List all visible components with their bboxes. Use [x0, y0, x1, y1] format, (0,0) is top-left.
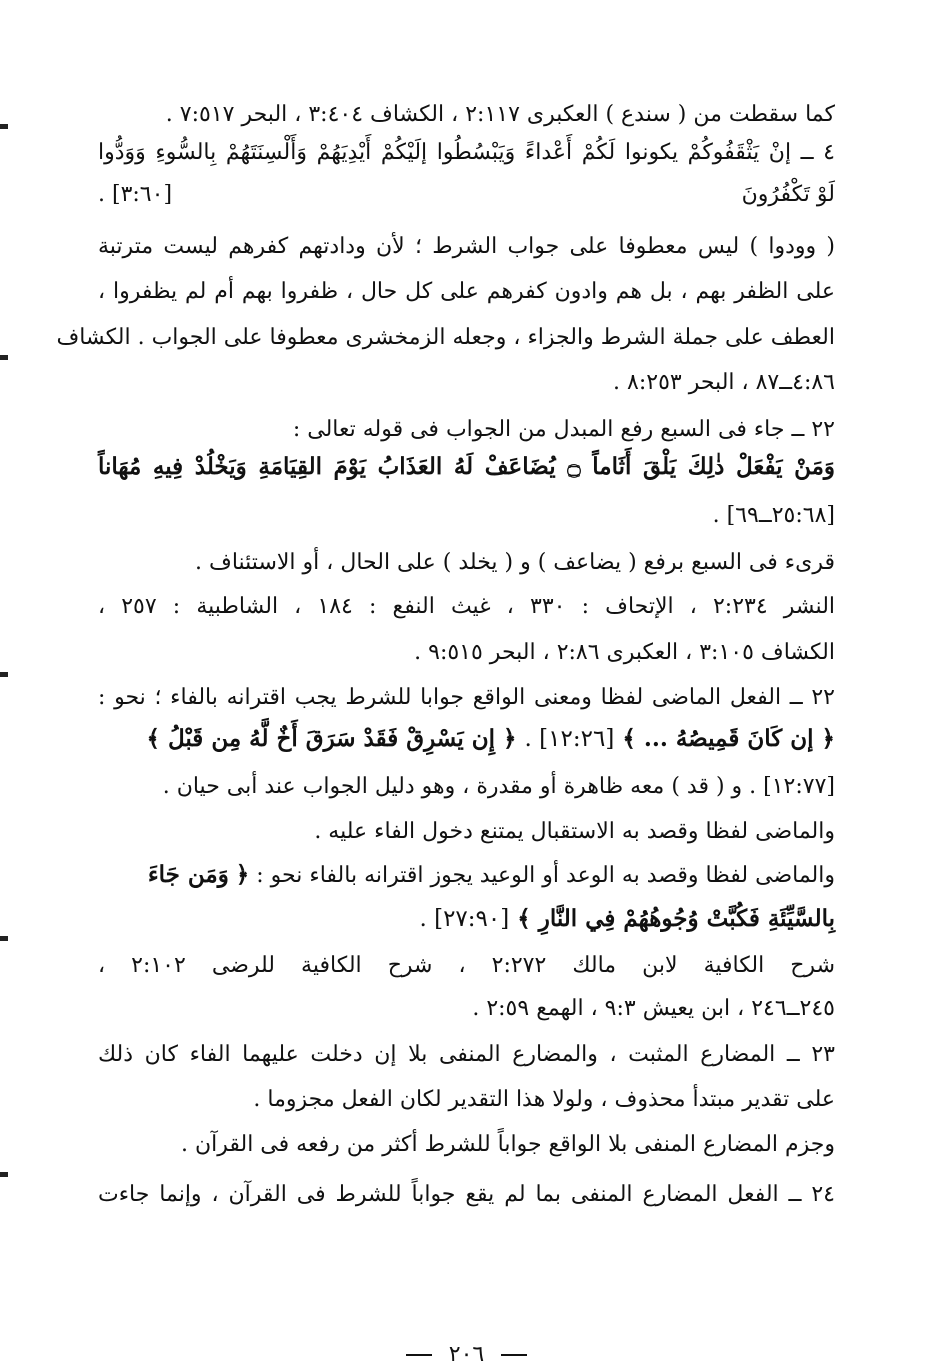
verse-line-3: وَمَنْ يَفْعَلْ ذٰلِكَ يَلْقَ أَثَاماً ۝ يُضَاعَفْ لَهُ العَذَابُ يَوْمَ القِيَامَةِ وَيَخْلُدْ فِيهِ مُهَاناً: [98, 453, 836, 480]
text-line-13: ٢٤٥ــ٢٤٦ ، ابن يعيش ٩:٣ ، الهمع ٢:٥٩ .: [472, 996, 835, 1021]
verse-line-5: [98, 904, 835, 938]
scan-edge-mark: [0, 1172, 8, 1177]
verse-text: لَوْ تَكْفُرُونَ: [741, 182, 835, 207]
book-page: [56, 92, 836, 1367]
verse-text: بِالسَّيِّئَةِ فَكُبَّتْ وُجُوهُهُمْ فِي النَّارِ: [538, 905, 835, 932]
text-line-3: على الظفر بهم ، بل هم وادون كفرهم على كل حال ، ظفروا بهم أم لم يظفروا ،: [98, 279, 835, 304]
verse-text: إِن يَسْرِقْ فَقَدْ سَرَقَ أَخٌ لَّهُ مِن قَبْلُ: [167, 725, 496, 752]
section-22a-heading: ٢٢ ــ جاء فى السبع رفع المبدل من الجواب فى قوله تعالى :: [292, 417, 835, 442]
verse-line-1: ٤ ــ إنْ يَثْقَفُوكُمْ يكونوا لَكُمْ أَعْداءً وَيَبْسُطُوا إلَيْكُمْ أَيْدِيَهُمْ وَأَلْسِنَتَهُمْ بِالسُّوءِ وَوَدُّوا: [98, 140, 835, 165]
scan-edge-mark: [0, 936, 8, 941]
bracket-close: ﴾: [146, 725, 160, 752]
verse-text: إن كَانَ قَمِيصُهُ ...: [643, 725, 814, 752]
scan-edge-mark: [0, 355, 8, 360]
bracket-close: ﴾: [517, 905, 531, 932]
page-number: ٢٠٦: [448, 1342, 485, 1367]
verse-line-2: [98, 180, 835, 214]
text-line-7: النشر ٢:٢٣٤ ، الإتحاف : ٣٣٠ ، غيث النفع : ١٨٤ ، الشاطبية : ٢٥٧ ،: [98, 594, 836, 619]
text-line-9: [١٢:٧٧] . و ( قد ) معه ظاهرة أو مقدرة ، وهو دليل الجواب عند أبى حيان .: [162, 774, 835, 799]
text-line-14: على تقدير مبتدأ محذوف ، ولولا هذا التقدير لكان الفعل مجزوما .: [253, 1087, 835, 1112]
section-23-heading: ٢٣ ــ المضارع المثبت ، والمضارع المنفى بلا إن دخلت عليهما الفاء كان ذلك: [98, 1042, 835, 1067]
text-line-10: والماضى لفظا وقصد به الاستقبال يمتنع دخول الفاء عليه .: [314, 819, 835, 844]
bracket-open: ﴿: [503, 725, 517, 752]
section-24-heading: ٢٤ ــ الفعل المضارع المنفى بما لم يقع جواباً للشرط فى القرآن ، وإنما جاءت: [98, 1182, 835, 1207]
footer-dash: [501, 1354, 527, 1356]
section-22b-heading: ٢٢ ــ الفعل الماضى لفظا ومعنى الواقع جوابا للشرط يجب اقترانه بالفاء ؛ نحو :: [98, 685, 835, 710]
text: والماضى لفظا وقصد به الوعد أو الوعيد يجوز اقترانه بالفاء نحو :: [256, 863, 835, 888]
scan-edge-mark: [0, 124, 8, 129]
page-footer: [98, 1342, 835, 1367]
verse-reference: [٣:٦٠] .: [98, 182, 173, 207]
text-line-11: [98, 860, 835, 894]
bracket-open: ﴿: [821, 725, 835, 752]
text-line-15: وجزم المضارع المنفى بلا الواقع جواباً للشرط أكثر من رفعه فى القرآن .: [180, 1132, 835, 1157]
verse-reference-2: [٢٥:٦٨ــ٦٩] .: [712, 503, 835, 528]
verse-reference: [١٢:٢٦] .: [524, 726, 615, 752]
verse-reference: [٢٧:٩٠] .: [419, 906, 510, 932]
text-line-12: شرح الكافية لابن مالك ٢:٢٧٢ ، شرح الكافية للرضى ٢:١٠٢ ،: [98, 953, 836, 978]
text-line-1: كما سقطت من ( سندع ) العكبرى ٢:١١٧ ، الكشاف ٣:٤٠٤ ، البحر ٧:٥١٧ .: [165, 102, 835, 127]
verse-text: وَمَن جَاءَ: [147, 861, 229, 888]
text-line-8: الكشاف ٣:١٠٥ ، العكبرى ٢:٨٦ ، البحر ٩:٥١٥ .: [414, 640, 835, 665]
bracket-close: ﴾: [622, 725, 636, 752]
bracket-open: ﴿: [235, 861, 250, 888]
text-line-6: قرىء فى السبع برفع ( يضاعف ) و ( يخلد ) على الحال ، أو الاستئناف .: [195, 550, 835, 575]
text-line-2: ( وودوا ) ليس معطوفا على جواب الشرط ؛ لأن ودادتهم كفرهم ليست مترتبة: [98, 234, 835, 259]
scan-edge-mark: [0, 672, 8, 677]
footer-dash: [406, 1354, 432, 1356]
verse-line-4: [98, 724, 835, 758]
text-line-5: ٤:٨٦ــ٨٧ ، البحر ٨:٢٥٣ .: [613, 370, 835, 395]
text-line-4: العطف على جملة الشرط والجزاء ، وجعله الزمخشرى معطوفا على الجواب . الكشاف: [56, 325, 835, 350]
